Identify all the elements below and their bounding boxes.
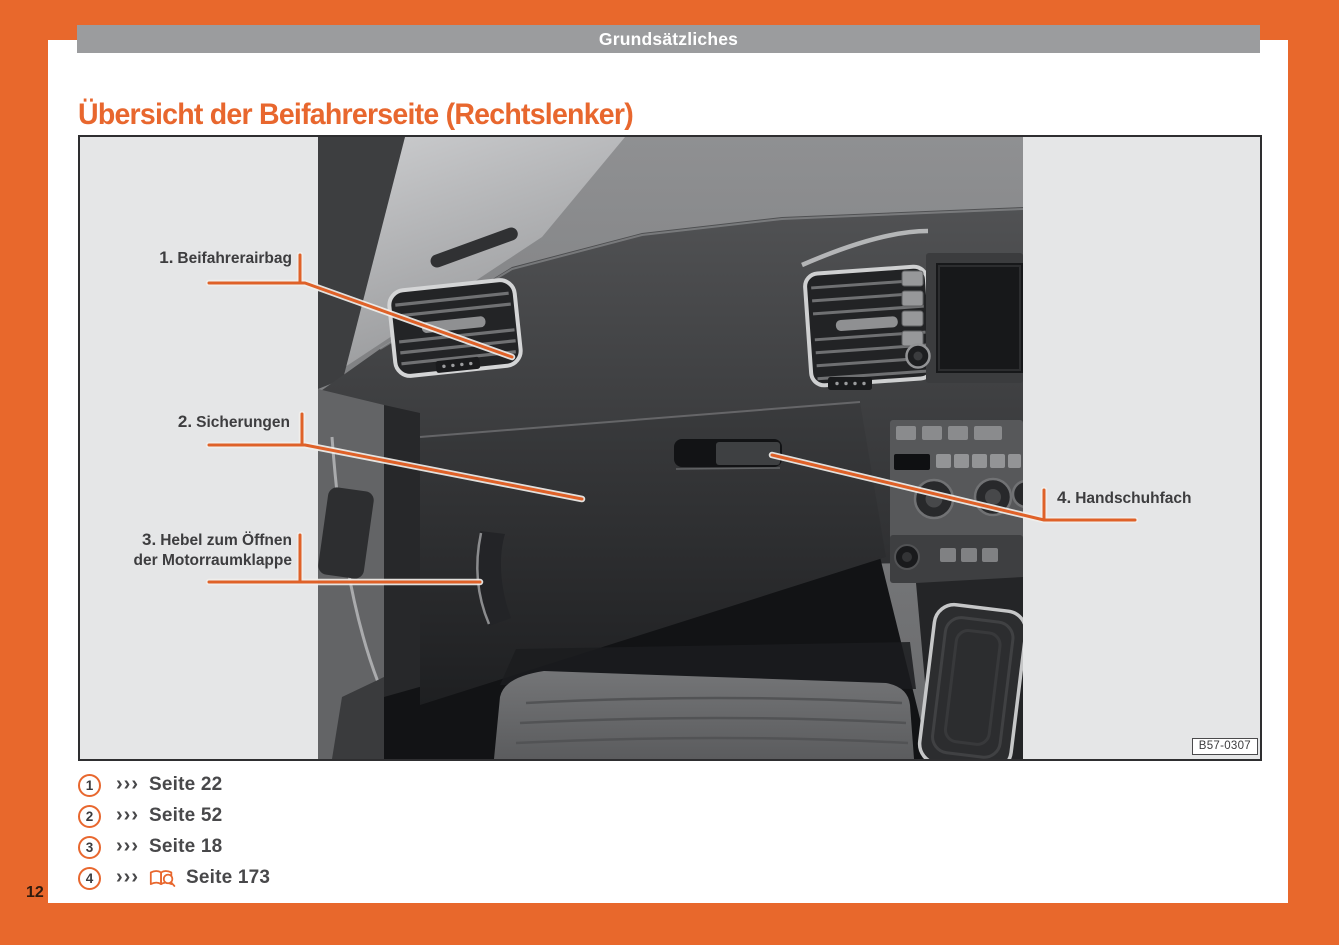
- page-reference[interactable]: Seite 173: [185, 867, 271, 888]
- book-magnifier-icon: [148, 868, 176, 889]
- reference-chevrons: ›››: [116, 803, 139, 826]
- page-reference[interactable]: Seite 18: [148, 836, 223, 857]
- circled-number-icon: 3: [78, 836, 101, 859]
- legend-item-4[interactable]: [78, 867, 270, 889]
- chapter-header-bar: [77, 25, 1260, 53]
- legend: [78, 774, 270, 889]
- circled-number-icon: 2: [78, 805, 101, 828]
- figure-label-text: Beifahrerairbag: [177, 250, 292, 267]
- left-air-vent: [388, 279, 522, 378]
- figure-label-airbag: [159, 247, 292, 269]
- figure-label-number: 3.: [142, 530, 157, 549]
- figure-label-text: Handschuhfach: [1075, 490, 1192, 507]
- passenger-seat: [494, 671, 914, 759]
- reference-chevrons: ›››: [116, 834, 139, 857]
- chapter-title: Grundsätzliches: [598, 29, 739, 49]
- image-code-badge: B57-0307: [1192, 738, 1258, 755]
- dashboard-illustration: [80, 137, 1260, 759]
- legend-item-2[interactable]: [78, 805, 270, 827]
- legend-item-3[interactable]: [78, 836, 270, 858]
- figure-label-glovebox: [1057, 487, 1191, 509]
- reference-chevrons: ›››: [116, 865, 139, 888]
- page-reference[interactable]: Seite 22: [148, 774, 223, 795]
- figure-label-number: 2.: [177, 412, 193, 431]
- circled-number-icon: 1: [78, 774, 101, 797]
- page-reference[interactable]: Seite 52: [148, 805, 223, 826]
- figure-label-number: 1.: [159, 248, 174, 267]
- reference-chevrons: ›››: [116, 772, 139, 795]
- circled-number-icon: 4: [78, 867, 101, 890]
- figure-label-text: Hebel zum Öffnen der Motorraumklappe: [133, 532, 292, 570]
- page-number: 12: [26, 884, 44, 901]
- figure-label-bonnet-lever: [120, 529, 292, 571]
- figure-label-fuses: [178, 411, 290, 433]
- figure-label-number: 4.: [1057, 488, 1072, 507]
- figure-label-text: Sicherungen: [196, 414, 290, 431]
- dashboard-photo: [317, 137, 1039, 759]
- legend-item-1[interactable]: [78, 774, 270, 796]
- dashboard-figure: [78, 135, 1262, 761]
- gear-shifter-console: [917, 602, 1028, 759]
- page-title: Übersicht der Beifahrerseite (Rechtslenker): [78, 98, 633, 132]
